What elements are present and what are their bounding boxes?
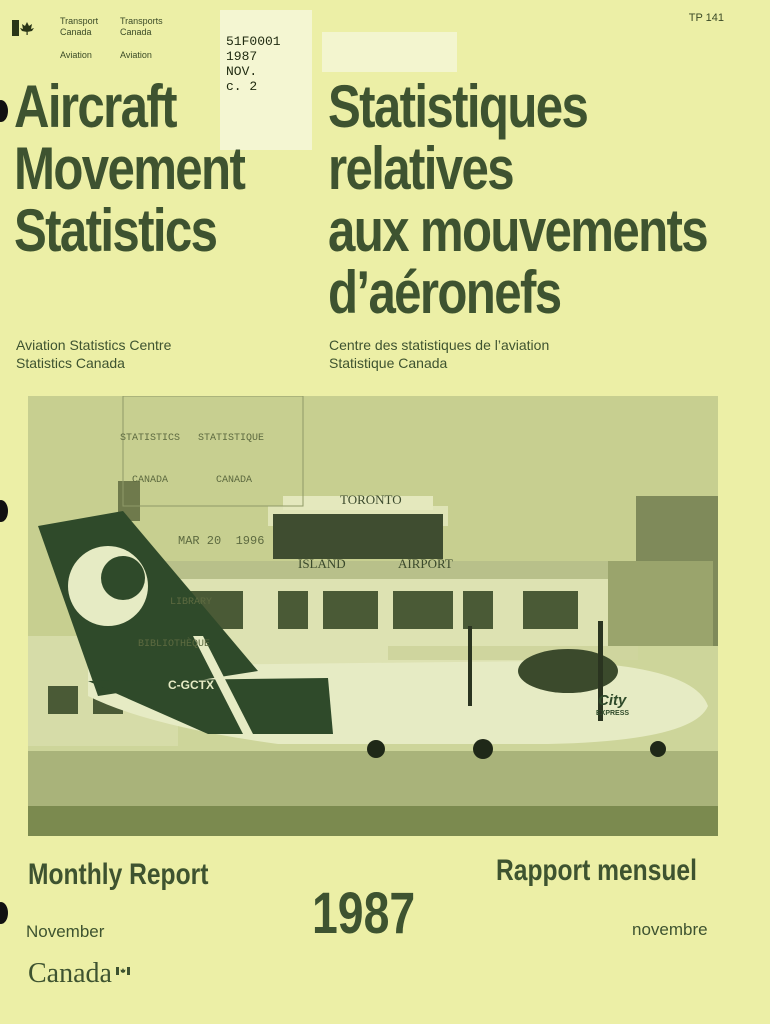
publisher-french (329, 336, 549, 372)
aircraft-brand: City (598, 692, 627, 709)
report-month-english: November (26, 922, 105, 941)
label-line2: 1987 (226, 49, 258, 64)
dept-en-line2: Canada (60, 27, 92, 37)
binder-hole (0, 100, 8, 122)
publisher-en-line2: Statistics Canada (16, 355, 125, 371)
dept-en-line1: Transport (60, 16, 99, 26)
stamp-line1: STATISTICS STATISTIQUE (120, 433, 265, 444)
binder-hole (0, 500, 8, 522)
canada-flag-icon (12, 20, 46, 36)
title-fr-line1: Statistiques (328, 73, 588, 140)
report-month-french: novembre (632, 920, 708, 939)
dept-fr-line3: Aviation (120, 50, 152, 60)
title-french (328, 73, 707, 326)
title-english (14, 73, 245, 264)
aircraft-registration: C-GCTX (168, 678, 214, 692)
report-title-french: Rapport mensuel (496, 854, 697, 887)
department-name-en (60, 16, 98, 61)
publisher-fr-line2: Statistique Canada (329, 355, 448, 371)
stamp-line4: BIBLIOTHÈQUE (138, 639, 211, 650)
dept-fr-line1: Transports (120, 16, 163, 26)
wordmark-flag-icon (116, 962, 130, 980)
department-name-fr (120, 16, 163, 61)
building-sign-2: AIRPORT (398, 556, 453, 571)
dept-en-line3: Aviation (60, 50, 92, 60)
label-line1: 51F0001 (226, 34, 281, 49)
label-line3: NOV. (226, 64, 258, 79)
report-year: 1987 (312, 881, 416, 946)
label-line4: c. 2 (226, 79, 258, 94)
title-en-line3: Statistics (14, 197, 217, 264)
aircraft-brand-sub: EXPRESS (596, 710, 630, 717)
publisher-english (16, 336, 171, 372)
stamp-date: MAR 20 1996 (178, 534, 265, 548)
title-fr-line4: d’aéronefs (328, 259, 561, 326)
stamp-line2: CANADA CANADA (132, 475, 253, 486)
dept-fr-line2: Canada (120, 27, 152, 37)
canada-wordmark-logo: Canada (28, 958, 112, 989)
title-en-line1: Aircraft (14, 73, 176, 140)
publisher-en-line1: Aviation Statistics Centre (16, 337, 172, 353)
title-fr-line3: aux mouvements (328, 197, 707, 264)
title-fr-line2: relatives (328, 135, 513, 202)
binder-hole (0, 902, 8, 924)
publisher-fr-line1: Centre des statistiques de l’aviation (329, 337, 550, 353)
blank-sticker (322, 32, 457, 72)
report-title-english: Monthly Report (28, 858, 209, 891)
cover-photo-aircraft-at-island-airport (28, 396, 718, 836)
stamp-line3: LIBRARY (170, 597, 213, 608)
building-sign-1: ISLAND (298, 556, 346, 571)
tower-sign: TORONTO (340, 492, 402, 507)
library-stamp (120, 404, 264, 680)
title-en-line2: Movement (14, 135, 245, 202)
tp-number: TP 141 (688, 12, 724, 24)
